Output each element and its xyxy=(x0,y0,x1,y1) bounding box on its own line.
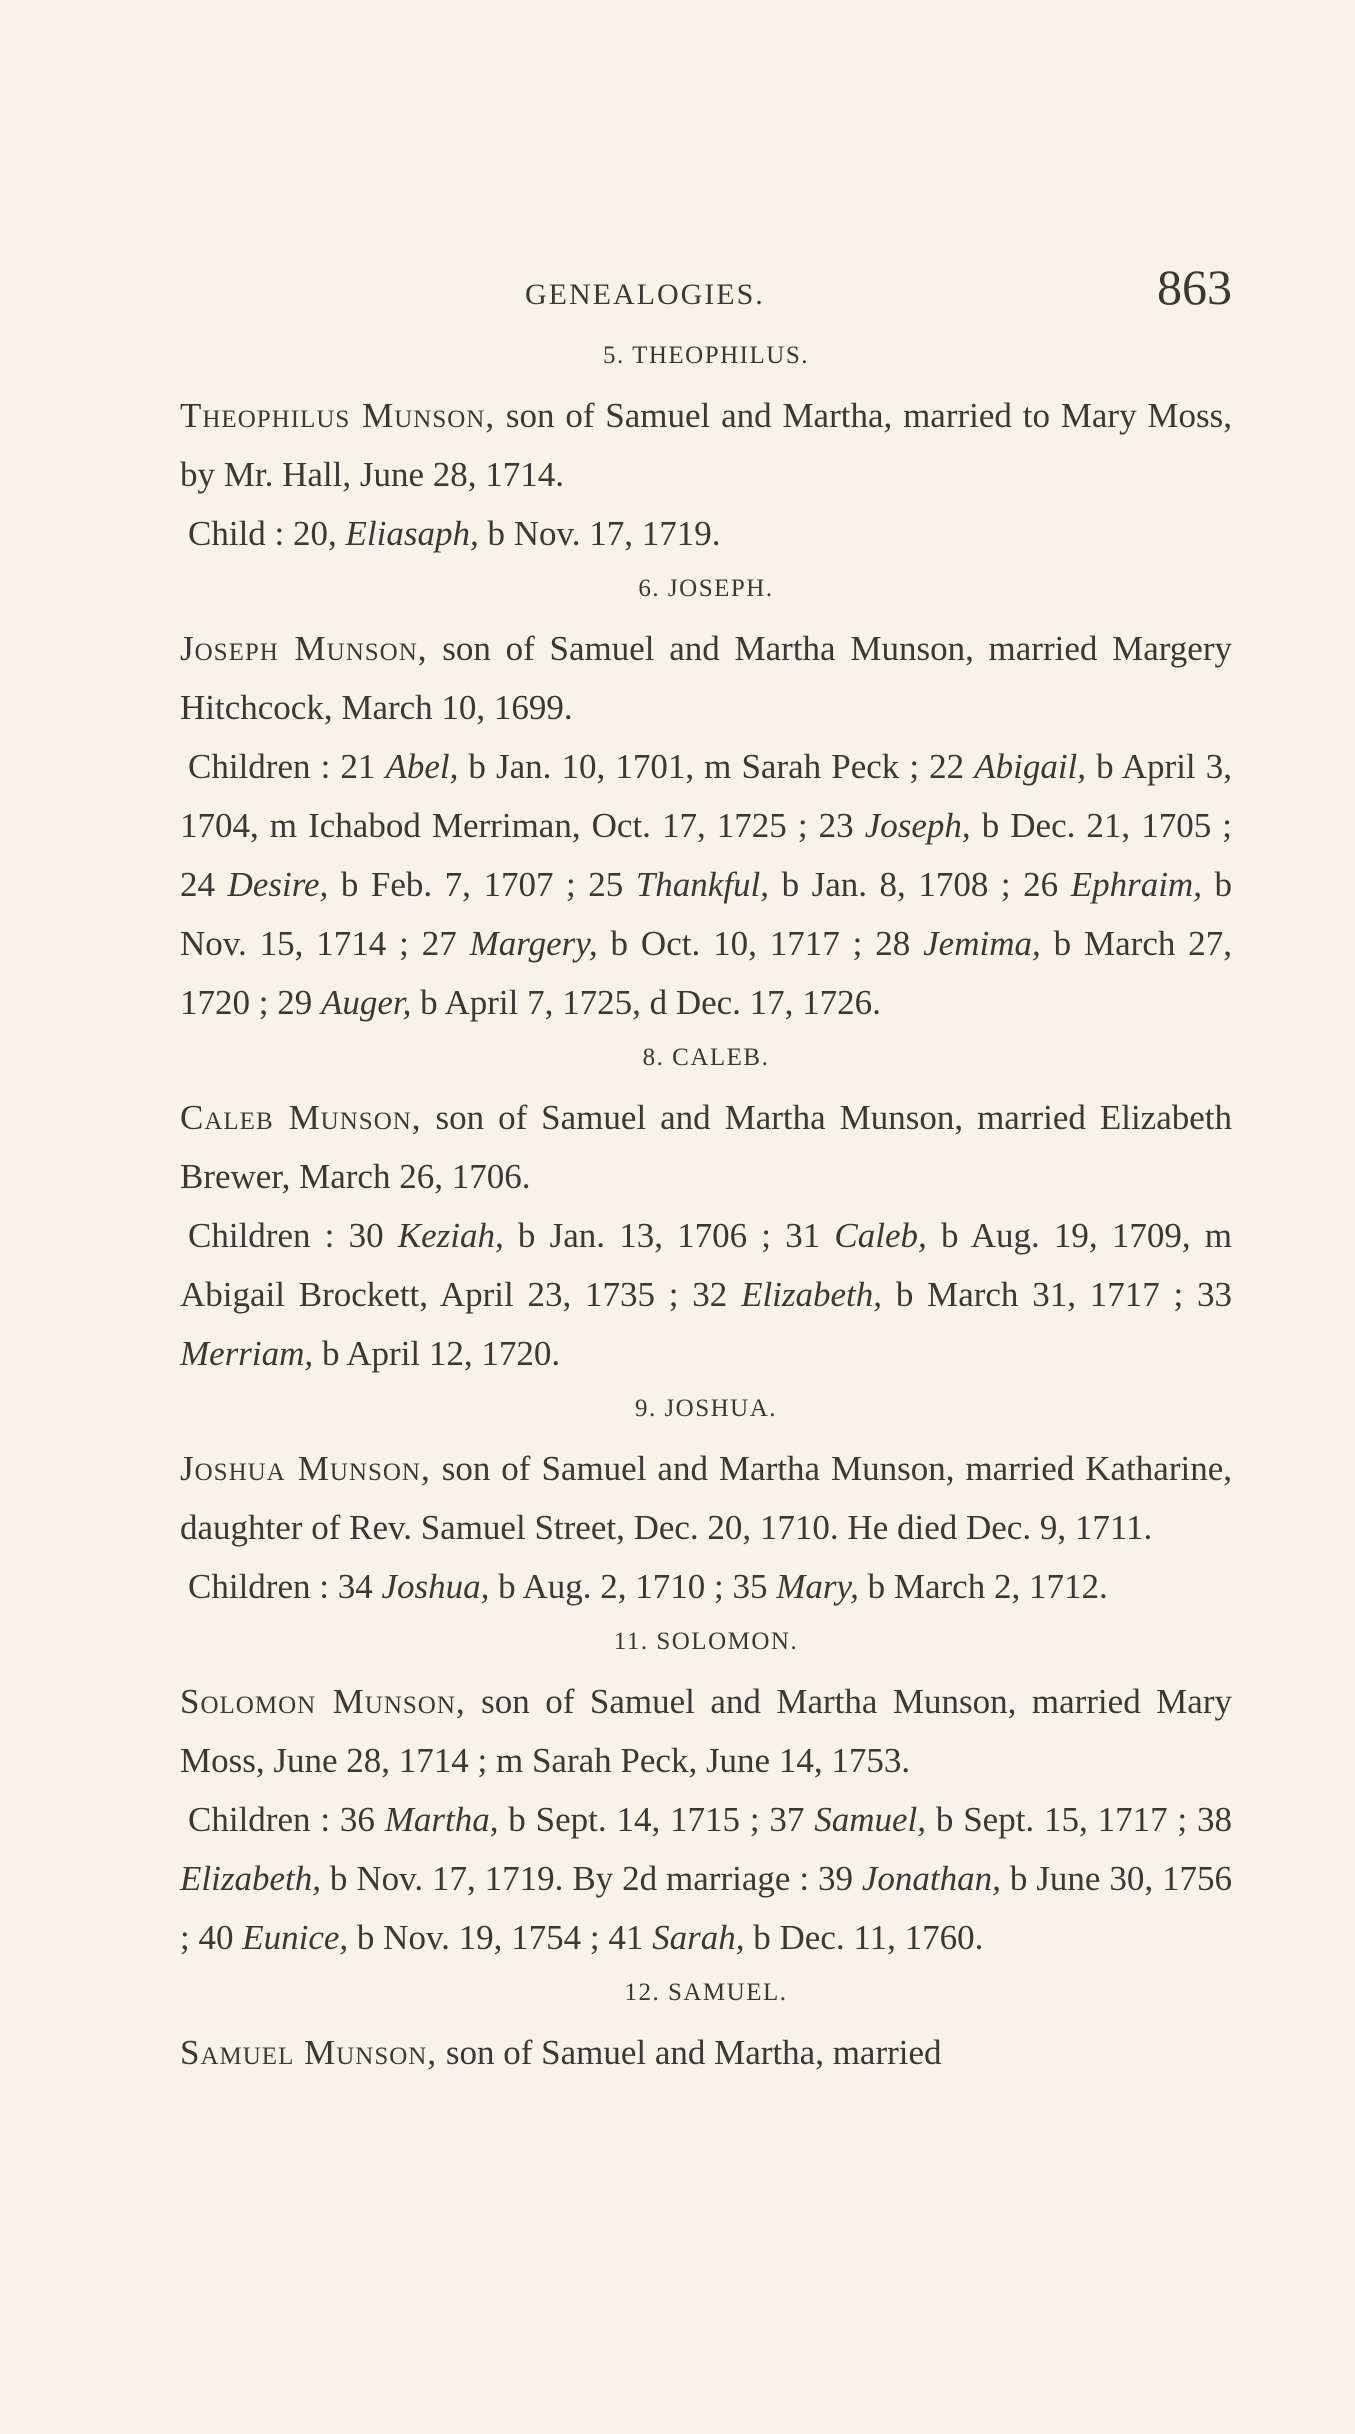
genealogy-section xyxy=(180,1973,1232,2082)
child-name: Jonathan, xyxy=(861,1859,1001,1898)
child-name: Ephraim, xyxy=(1070,865,1202,904)
children-paragraph xyxy=(180,504,1232,563)
marriage-paragraph xyxy=(180,1439,1232,1557)
child-name: Joseph, xyxy=(864,806,971,845)
child-info: b Sept. 14, 1715 ; 37 xyxy=(498,1800,815,1839)
genealogy-section xyxy=(180,336,1232,563)
child-name: Merriam, xyxy=(180,1334,314,1373)
children-prefix: Children : 30 xyxy=(188,1216,398,1255)
marriage-paragraph xyxy=(180,386,1232,504)
child-info: b March 2, 1712. xyxy=(858,1567,1108,1606)
child-info: b Feb. 7, 1707 ; 25 xyxy=(328,865,636,904)
marriage-paragraph xyxy=(180,1672,1232,1790)
marriage-paragraph xyxy=(180,619,1232,737)
child-info: b Dec. 21, 1705 ; 24 xyxy=(180,806,1233,904)
genealogy-section xyxy=(180,1389,1232,1616)
genealogy-section xyxy=(180,1622,1232,1967)
person-name: Theophilus Munson, xyxy=(180,396,496,435)
section-heading: 12. SAMUEL. xyxy=(624,1979,788,2006)
page-number: 863 xyxy=(1157,259,1232,315)
running-head xyxy=(525,258,1232,316)
children-prefix: Child : 20, xyxy=(188,514,346,553)
person-name: Joshua Munson, xyxy=(180,1449,431,1488)
marriage-paragraph xyxy=(180,1088,1232,1206)
child-info: b March 31, 1717 ; 33 xyxy=(882,1275,1232,1314)
children-prefix: Children : 34 xyxy=(188,1567,382,1606)
child-name: Joshua, xyxy=(381,1567,490,1606)
page xyxy=(180,258,1232,2086)
child-info: b April 12, 1720. xyxy=(313,1334,561,1373)
marriage-text: son of Samuel and Martha, married to Mary Moss, by Mr. Hall, June 28, 1714. xyxy=(180,396,1232,494)
child-name: Abel, xyxy=(385,747,459,786)
child-info: b April 3, 1704, m Ichabod Merriman, Oct. 17, 1725 ; 23 xyxy=(180,747,1232,845)
children-paragraph xyxy=(180,1790,1232,1967)
children-prefix: Children : 21 xyxy=(188,747,386,786)
child-info: b Jan. 13, 1706 ; 31 xyxy=(503,1216,835,1255)
marriage-paragraph xyxy=(180,2023,1232,2082)
section-heading: 5. THEOPHILUS. xyxy=(603,342,809,369)
marriage-text: son of Samuel and Martha Munson, married Mary Moss, June 28, 1714 ; m Sarah Peck, June 14, 1753. xyxy=(180,1682,1232,1780)
children-paragraph xyxy=(180,1557,1232,1616)
child-name: Elizabeth, xyxy=(741,1275,883,1314)
child-info: b Aug. 19, 1709, m Abigail Brockett, April 23, 1735 ; 32 xyxy=(180,1216,1232,1314)
genealogy-section xyxy=(180,1038,1232,1383)
section-heading: 8. CALEB. xyxy=(642,1044,770,1071)
child-info: b June 30, 1756 ; 40 xyxy=(180,1859,1233,1957)
child-info: b Oct. 10, 1717 ; 28 xyxy=(597,924,924,963)
child-name: Abigail, xyxy=(974,747,1087,786)
child-name: Thankful, xyxy=(635,865,770,904)
child-info: b April 7, 1725, d Dec. 17, 1726. xyxy=(411,983,881,1022)
child-info: b Nov. 19, 1754 ; 41 xyxy=(348,1918,653,1957)
section-heading: 6. JOSEPH. xyxy=(638,575,774,602)
genealogy-sections xyxy=(180,336,1232,2082)
section-heading: 9. JOSHUA. xyxy=(634,1395,778,1422)
marriage-text: son of Samuel and Martha, married xyxy=(437,2033,942,2072)
child-info: b Sept. 15, 1717 ; 38 xyxy=(926,1800,1232,1839)
child-name: Elizabeth, xyxy=(180,1859,321,1898)
running-title: GENEALOGIES. xyxy=(525,278,765,311)
person-name: Joseph Munson, xyxy=(180,629,428,668)
children-paragraph xyxy=(180,1206,1232,1383)
person-name: Samuel Munson, xyxy=(180,2033,438,2072)
section-heading: 11. SOLOMON. xyxy=(613,1628,799,1655)
child-name: Eliasaph, xyxy=(345,514,479,553)
child-info: b Dec. 11, 1760. xyxy=(744,1918,984,1957)
child-info: b Nov. 17, 1719. By 2d marriage : 39 xyxy=(320,1859,862,1898)
marriage-text: son of Samuel and Martha Munson, married Katharine, daughter of Rev. Samuel Street, Dec. 20, 1710. He died Dec. 9, 1711. xyxy=(180,1449,1232,1547)
person-name: Caleb Munson, xyxy=(180,1098,422,1137)
child-name: Eunice, xyxy=(242,1918,349,1957)
child-name: Caleb, xyxy=(834,1216,927,1255)
children-paragraph xyxy=(180,737,1232,1032)
child-info: b Jan. 8, 1708 ; 26 xyxy=(769,865,1071,904)
child-name: Auger, xyxy=(320,983,412,1022)
child-name: Martha, xyxy=(384,1800,499,1839)
child-info: b March 27, 1720 ; 29 xyxy=(180,924,1232,1022)
child-name: Margery, xyxy=(469,924,598,963)
child-name: Mary, xyxy=(776,1567,859,1606)
child-name: Jemima, xyxy=(923,924,1041,963)
marriage-text: son of Samuel and Martha Munson, married Margery Hitchcock, March 10, 1699. xyxy=(180,629,1232,727)
child-name: Samuel, xyxy=(814,1800,927,1839)
person-name: Solomon Munson, xyxy=(180,1682,466,1721)
child-name: Sarah, xyxy=(652,1918,745,1957)
child-name: Desire, xyxy=(227,865,329,904)
child-info: b Nov. 17, 1719. xyxy=(478,514,721,553)
genealogy-section xyxy=(180,569,1232,1032)
child-info: b Nov. 15, 1714 ; 27 xyxy=(180,865,1232,963)
child-name: Keziah, xyxy=(397,1216,504,1255)
child-info: b Aug. 2, 1710 ; 35 xyxy=(489,1567,777,1606)
marriage-text: son of Samuel and Martha Munson, married Elizabeth Brewer, March 26, 1706. xyxy=(180,1098,1232,1196)
child-info: b Jan. 10, 1701, m Sarah Peck ; 22 xyxy=(458,747,975,786)
children-prefix: Children : 36 xyxy=(188,1800,385,1839)
